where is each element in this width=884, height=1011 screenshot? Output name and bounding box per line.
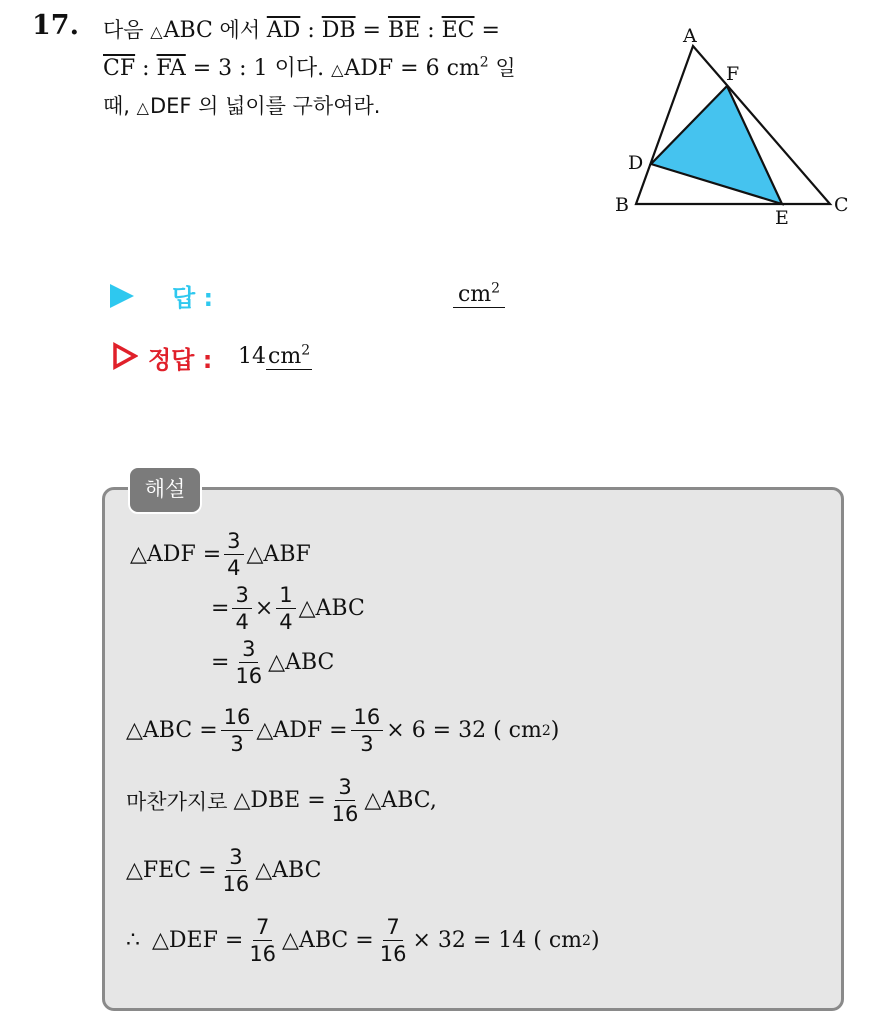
question-line-2: $\overline{CF}$ : $\overline{FA} = 3$ : 1 이다. △ADF = 6 $cm^2$ 일 (103, 54, 516, 81)
segment-ec: $\overline{EC}$ (441, 18, 475, 43)
segment-ad: $\overline{AD}$ (266, 18, 301, 43)
label-c: C (834, 194, 849, 216)
segment-db: $\overline{DB}$ (321, 18, 356, 43)
explanation-line-1: △ADF = $\frac{3}{4}$ △ABF (130, 529, 311, 580)
label-d: D (628, 152, 644, 174)
fraction: $\frac{7}{16}$ (249, 915, 277, 966)
segment-be: $\overline{BE}$ (387, 18, 421, 43)
answer-label: 답 : (172, 284, 214, 312)
answer-arrow-icon (110, 284, 134, 308)
explanation-line-6: △FEC = $\frac{3}{16}$ △ABC (126, 845, 322, 896)
label-e: E (775, 207, 789, 229)
fraction: $\frac{3}{4}$ (232, 582, 251, 635)
explanation-line-7: ∴ △DEF = $\frac{7}{16}$ △ABC = $\frac{7}{16}$ × 32 = 14 ( cm 2 ) (126, 915, 600, 966)
segment-fa: $\overline{FA}$ (156, 56, 186, 81)
fraction: $\frac{16}{3}$ (221, 704, 254, 757)
question-text (103, 12, 593, 126)
fraction: $\frac{3}{16}$ (331, 775, 359, 826)
fraction: $\frac{1}{4}$ (276, 582, 295, 635)
fraction: $\frac{3}{16}$ (235, 637, 263, 688)
explanation-line-4: △ABC = $\frac{16}{3}$ △ADF = $\frac{16}{3}$ × 6 = 32 ( cm 2 ) (126, 705, 560, 756)
question-line-3: 때, △DEF 의 넓이를 구하여라. (103, 94, 381, 118)
label-b: B (615, 194, 629, 216)
label-f: F (726, 63, 740, 85)
label-a: A (683, 25, 697, 47)
explanation-line-2: = $\frac{3}{4}$ × $\frac{1}{4}$ △ABC (211, 583, 365, 634)
key-arrow-icon (112, 342, 138, 370)
answer-blank[interactable]: $cm^2$ (453, 282, 505, 308)
fraction: $\frac{16}{3}$ (351, 704, 384, 757)
explanation-tag: 해설 (128, 466, 202, 514)
fraction: $\frac{7}{16}$ (379, 915, 407, 966)
key-value: $14cm^2$ (238, 342, 311, 369)
fraction: $\frac{3}{16}$ (222, 845, 250, 896)
key-label: 정답 : (148, 346, 213, 374)
question-number: 17. (32, 10, 79, 41)
therefore-icon: ∴ (126, 928, 140, 953)
segment-cf: $\overline{CF}$ (103, 56, 136, 81)
triangle-def (651, 86, 782, 204)
fraction: $\frac{3}{4}$ (224, 528, 243, 581)
question-line-1: 다음 △ABC 에서 $\overline{AD}$ : $\overline{DB} = \overline{BE}$ : $\overline{EC}$ = (103, 18, 500, 43)
triangle-figure (608, 18, 858, 240)
explanation-line-3: = $\frac{3}{16}$ △ABC (211, 637, 335, 688)
explanation-line-5: 마찬가지로 △DBE = $\frac{3}{16}$ △ABC, (126, 775, 437, 826)
